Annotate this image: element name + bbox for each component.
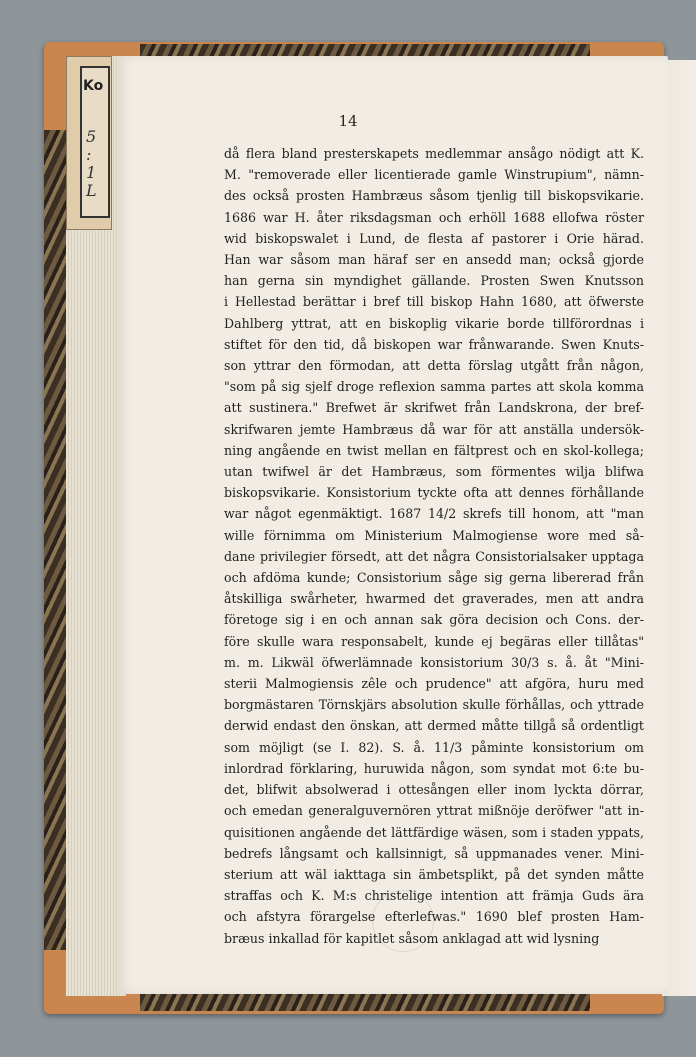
library-label-code: Ko — [83, 78, 104, 94]
text-line: och afstyra förargelse efterlefwas." 1690 blef prosten Ham- — [224, 909, 644, 925]
text-line: åtskilliga swårheter, hwarmed det graverades, men att andra — [224, 591, 644, 607]
text-line: sterium att wäl iakttaga sin ämbetsplikt, på det synden måtte — [224, 866, 644, 882]
text-line: wille förnimma om Ministerium Malmogiense wore med så- — [224, 527, 644, 543]
text-line: han gerna sin myndighet gällande. Prosten Swen Knutsson — [224, 273, 644, 289]
text-line: i Hellestad berättar i bref till biskop Hahn 1680, att öfwerste — [224, 294, 644, 310]
text-line: straffas och K. M:s christelige intention att främja Guds ära — [224, 888, 644, 904]
text-line: wid biskopswalet i Lund, de flesta af pastorer i Orie härad. — [224, 230, 644, 246]
text-line: inlordrad förklaring, huruwida någon, som syndat mot 6:te bu- — [224, 760, 644, 776]
text-line: dane privilegier försedt, att det några Consistorialsaker upptaga — [224, 548, 644, 564]
text-line: före skulle wara responsabelt, kunde ej begäras eller tillåtas" — [224, 633, 644, 649]
page-number: 14 — [338, 112, 358, 130]
text-line: sterii Malmogiensis zêle och prudence" att afgöra, huru med — [224, 676, 644, 692]
text-line: ning angående en twist mellan en fältprest och en skol-kollega; — [224, 442, 644, 458]
text-line: utan twifwel är det Hambræus, som förmentes wilja blifwa — [224, 464, 644, 480]
text-line: biskopsvikarie. Konsistorium tyckte ofta att dennes förhållande — [224, 485, 644, 501]
text-line: M. "removerade eller licentierade gamle Winstrupium", nämn- — [224, 167, 644, 183]
text-line: och emedan generalguvernören yttrat mißnöje deröfwer "att in- — [224, 803, 644, 819]
text-line: att sustinera." Brefwet är skrifwet från Landskrona, der bref- — [224, 400, 644, 416]
text-line: det, blifwit absolwerad i ottesången eller inom lyckta dörrar, — [224, 782, 644, 798]
marbled-edge-bottom — [140, 993, 590, 1011]
library-label-handwriting: 5 : 1 L — [86, 127, 97, 200]
text-line: son yttrar den förmodan, att detta förslag utgått från någon, — [224, 358, 644, 374]
text-line: Dahlberg yttrat, att en biskoplig vikarie borde tillförordnas i — [224, 315, 644, 331]
text-line: bræus inkallad för kapitlet såsom anklagad att wid lysning — [224, 930, 600, 946]
text-line: som möjligt (se I. 82). S. å. 11/3 påminte konsistorium om — [224, 739, 644, 755]
text-line: stiftet för den tid, då biskopen war frånwarande. Swen Knuts- — [224, 336, 644, 352]
marbled-edge-top — [140, 44, 590, 56]
text-line: des också prosten Hambræus såsom tjenlig till biskopsvikarie. — [224, 188, 644, 204]
text-line: skrifwaren jemte Hambræus då war för att anställa undersök- — [224, 421, 644, 437]
text-line: quisitionen angående det lättfärdige wäsen, som i staden yppats, — [224, 824, 644, 840]
text-line: borgmästaren Törnskjärs absolution skulle förhållas, och yttrade — [224, 697, 644, 713]
text-line: derwid endast den önskan, att dermed måtte tillgå så ordentligt — [224, 718, 644, 734]
text-line: företoge sig i en och annan sak göra decision och Cons. der- — [224, 612, 644, 628]
text-line: m. m. Likwäl öfwerlämnade konsistorium 30/3 s. å. åt "Mini- — [224, 654, 644, 670]
text-line: "som på sig sjelf droge reflexion samma partes att skola komma — [224, 379, 644, 395]
text-line: då flera bland presterskapets medlemmar ansågo nödigt att K. — [224, 146, 644, 161]
page-text — [224, 143, 644, 949]
text-line: 1686 war H. åter riksdagsman och erhöll 1688 ellofwa röster — [224, 209, 644, 225]
marbled-spine — [44, 130, 66, 950]
text-line: bedrefs långsamt och kallsinnigt, så uppmanades vener. Mini- — [224, 845, 644, 861]
text-line: Han war såsom man häraf ser en ansedd man; också gjorde — [224, 252, 644, 268]
text-line: och afdöma kunde; Consistorium såge sig gerna libererad från — [224, 570, 644, 586]
text-line: war något egenmäktigt. 1687 14/2 skrefs till honom, att "man — [224, 506, 644, 522]
